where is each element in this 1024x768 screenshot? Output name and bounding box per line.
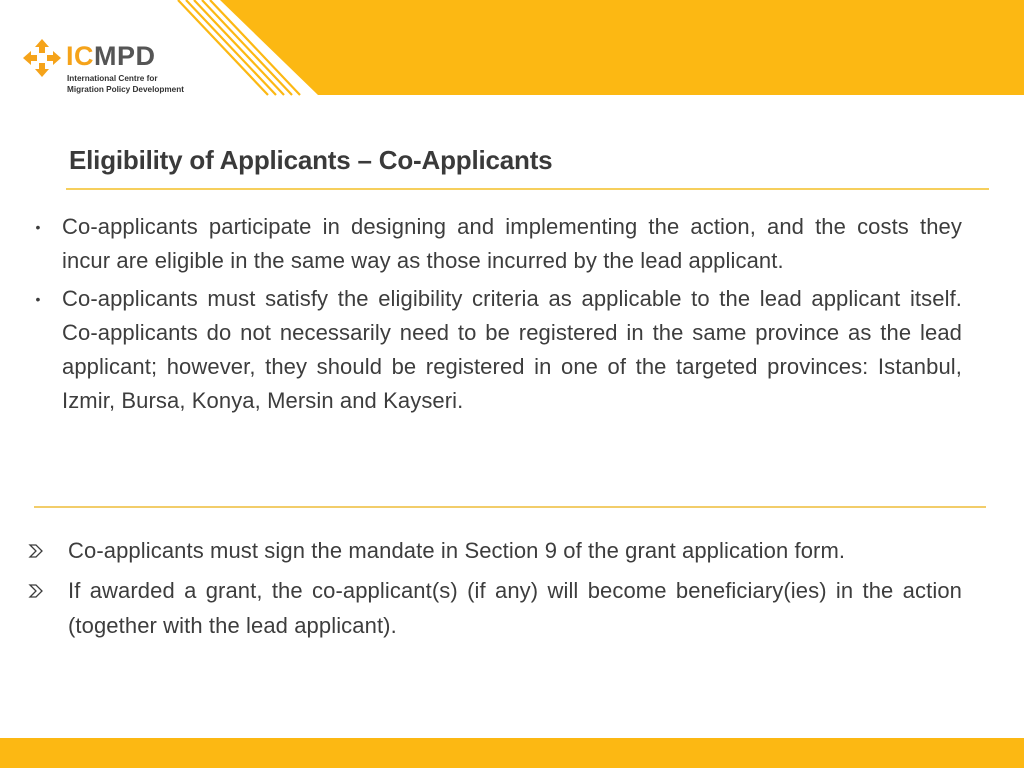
arrow-text: If awarded a grant, the co-applicant(s) (if any) will become beneficiary(ies) in the action (together with the lead applicant). bbox=[68, 578, 962, 638]
bullet-item bbox=[35, 210, 962, 279]
bullet-item bbox=[35, 282, 962, 419]
title-underline bbox=[66, 188, 989, 190]
logo-subtitle-line2: Migration Policy Development bbox=[67, 85, 184, 94]
arrow-list bbox=[68, 534, 962, 643]
logo-subtitle bbox=[67, 73, 227, 95]
slide-title: Eligibility of Applicants – Co-Applicants bbox=[69, 145, 553, 175]
arrow-item bbox=[68, 534, 962, 568]
logo-wordmark bbox=[66, 43, 156, 70]
icmpd-logo bbox=[22, 38, 212, 98]
arrow-bullet-icon bbox=[28, 544, 44, 558]
logo-word-highlight: IC bbox=[66, 41, 94, 71]
bullet-list bbox=[35, 210, 962, 419]
section-divider bbox=[34, 506, 986, 508]
bullet-text: Co-applicants must satisfy the eligibility criteria as applicable to the lead applicant itself. Co-applicants do not necessarily need to be registered in the same province as the lead applicant; however, they should be registered in one of the targeted provinces: Istanbul, Izmir, Bursa, Konya, Mersin and Kayseri. bbox=[62, 285, 962, 414]
bullet-text: Co-applicants participate in designing and implementing the action, and the costs they incur are eligible in the same way as those incurred by the lead applicant. bbox=[62, 214, 962, 274]
header-yellow-block bbox=[220, 0, 1024, 95]
icmpd-arrows-logo-icon bbox=[22, 38, 62, 78]
bullet-dot-icon: • bbox=[35, 290, 41, 307]
arrow-text: Co-applicants must sign the mandate in Section 9 of the grant application form. bbox=[68, 538, 846, 563]
bullet-dot-icon: • bbox=[35, 219, 41, 235]
footer-band bbox=[0, 738, 1024, 768]
arrow-bullet-icon bbox=[28, 584, 44, 598]
logo-subtitle-line1: International Centre for bbox=[67, 74, 158, 83]
logo-word-rest: MPD bbox=[94, 41, 156, 71]
arrow-item bbox=[68, 574, 962, 643]
